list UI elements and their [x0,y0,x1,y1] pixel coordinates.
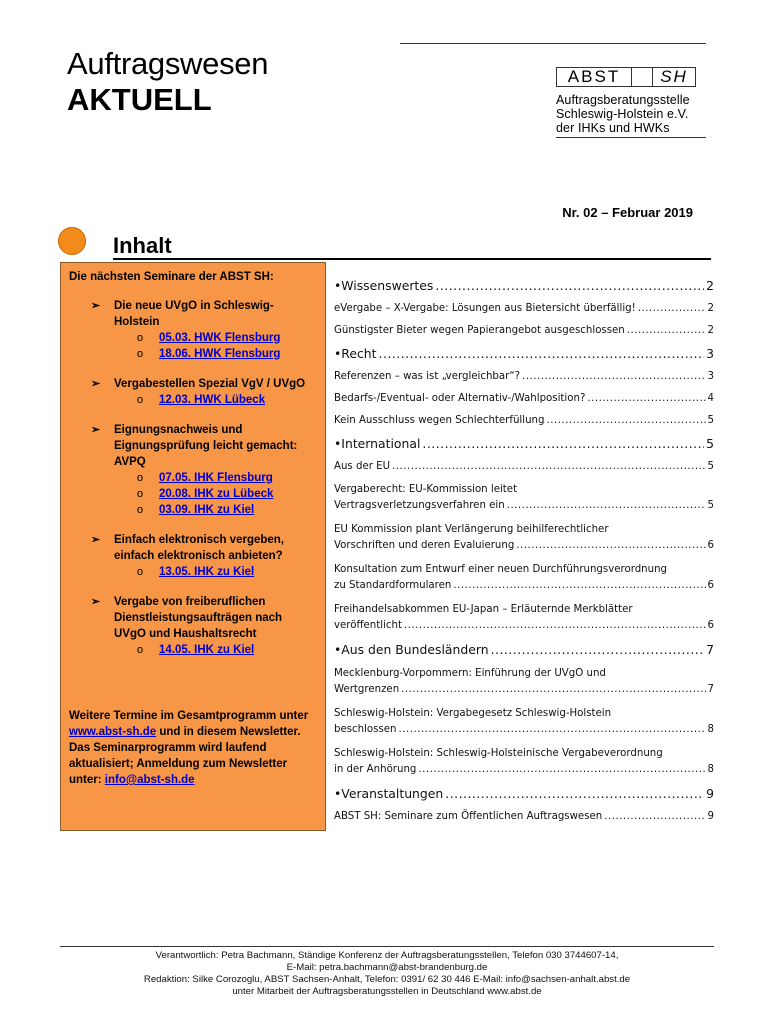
logo-letters-right: SH [652,67,696,87]
abst-sh-logo [556,67,696,135]
toc-entry[interactable] [334,522,714,554]
seminar-date-link[interactable]: 05.03. HWK Flensburg [159,332,281,344]
seminar-date-link[interactable]: 03.09. IHK zu Kiel [159,504,255,516]
toc-page-number: 5 [706,436,714,451]
seminar-title: Einfach elektronisch vergeben, einfach elektronisch anbieten? [114,534,285,562]
toc-entry-text: Mecklenburg-Vorpommern: Einführung der UVgO und [334,668,606,679]
toc-page-number: 3 [707,371,714,382]
toc-entry[interactable] [334,602,714,634]
toc-leader-dots [587,392,705,406]
toc-leader-dots [435,278,704,294]
arrow-bullet-icon: ➢ [91,534,101,546]
arrow-bullet-icon: ➢ [91,596,101,608]
logo-subtitle [556,93,696,135]
toc-entry-line [334,762,714,778]
toc-entry-line [334,538,714,554]
toc-leader-dots [604,810,705,824]
contents-heading: Inhalt [113,233,172,258]
toc-page-number: 8 [707,724,714,735]
toc-page-number: 7 [706,642,714,657]
toc-leader-dots [453,578,705,594]
toc-leader-dots [422,436,704,452]
toc-leader-dots [638,302,706,316]
seminar-date [114,330,317,346]
toc-entry[interactable] [334,370,714,384]
newsletter-title [67,46,268,118]
title-line1: Auftragswesen [67,46,269,81]
contents-rule [113,258,711,260]
toc-entry-text: •Wissenswertes [334,278,434,293]
arrow-bullet-icon: ➢ [91,378,101,390]
logo-subtitle-line: Auftragsberatungsstelle [556,93,690,107]
footer-imprint [60,950,714,998]
seminar-date-link[interactable]: 20.08. IHK zu Lübeck [159,488,274,500]
toc-entry-line [334,722,714,738]
toc-page-number: 2 [707,303,714,314]
footer-line: unter Mitarbeit der Auftragsberatungsstellen in Deutschland www.abst.de [232,986,542,997]
toc-section[interactable] [334,436,714,452]
orange-dot-icon [58,227,86,255]
toc-entry-text: in der Anhörung [334,764,417,775]
toc-entry-text: veröffentlicht [334,620,402,631]
toc-entry[interactable] [334,414,714,428]
logo-letters-left: ABST [556,67,632,87]
footer-line: E-Mail: petra.bachmann@abst-brandenburg.de [286,962,488,973]
toc-entry[interactable] [334,460,714,474]
seminar-date [114,392,317,408]
toc-entry[interactable] [334,302,714,316]
seminar-date [114,564,317,580]
toc-entry-text: •International [334,436,421,451]
toc-page-number: 2 [707,325,714,336]
seminar-date [114,486,317,502]
toc-entry[interactable] [334,746,714,778]
toc-entry-text: Günstigster Bieter wegen Papierangebot ausgeschlossen [334,325,625,336]
circle-bullet-icon: o [137,504,144,516]
toc-section[interactable] [334,642,714,658]
toc-leader-dots [522,370,706,384]
toc-page-number: 5 [707,415,714,426]
newsletter-email-link[interactable]: info@abst-sh.de [104,774,195,786]
seminar-date-link[interactable]: 13.05. IHK zu Kiel [159,566,255,578]
toc-leader-dots [418,762,705,778]
toc-leader-dots [401,682,705,698]
toc-entry[interactable] [334,482,714,514]
toc-page-number: 6 [707,620,714,631]
circle-bullet-icon: o [137,348,144,360]
toc-entry-text: Freihandelsabkommen EU-Japan – Erläuternde Merkblätter [334,604,633,615]
header-top-rule [400,43,706,44]
seminar-date-link[interactable]: 07.05. IHK Flensburg [159,472,273,484]
toc-page-number: 2 [706,278,714,293]
toc-page-number: 5 [707,500,714,511]
more-text-1: Weitere Termine im Gesamtprogramm unter [69,710,309,722]
toc-leader-dots [404,618,706,634]
seminar-item [69,594,317,658]
website-link[interactable]: www.abst-sh.de [69,726,157,738]
toc-entry-text: Vertragsverletzungsverfahren ein [334,500,505,511]
seminar-date [114,346,317,362]
toc-entry-text: Kein Ausschluss wegen Schlechterfüllung [334,415,545,426]
toc-entry-text: Konsultation zum Entwurf einer neuen Durchführungsverordnung [334,564,668,575]
circle-bullet-icon: o [137,394,144,406]
toc-entry-text: Wertgrenzen [334,684,400,695]
seminar-item [69,422,317,518]
table-of-contents [334,278,714,832]
toc-page-number: 3 [706,346,714,361]
seminar-date-link[interactable]: 14.05. IHK zu Kiel [159,644,255,656]
toc-entry[interactable] [334,706,714,738]
seminar-item [69,298,317,362]
logo-subtitle-line: der IHKs und HWKs [556,121,670,135]
issue-number: Nr. 02 – Februar 2019 [562,205,693,220]
toc-leader-dots [399,722,706,738]
seminar-title: Die neue UVgO in Schleswig-Holstein [114,300,274,328]
seminar-date [114,502,317,518]
toc-section[interactable] [334,786,714,802]
toc-page-number: 6 [707,580,714,591]
circle-bullet-icon: o [137,644,144,656]
circle-bullet-icon: o [137,566,144,578]
seminar-date [114,642,317,658]
seminar-item [69,376,317,408]
toc-leader-dots [392,460,705,474]
more-dates-note [69,708,317,788]
toc-entry-text: •Aus den Bundesländern [334,642,489,657]
seminar-title: Vergabe von freiberuflichen Dienstleistungsaufträgen nach UVgO und Haushaltsrecht [114,596,283,640]
toc-page-number: 7 [707,684,714,695]
toc-entry[interactable] [334,324,714,338]
seminar-date [114,470,317,486]
title-line2: AKTUELL [67,82,212,117]
seminar-item [69,532,317,580]
seminar-date-link[interactable]: 12.03. HWK Lübeck [159,394,266,406]
seminar-title: Eignungsnachweis und Eignungsprüfung leicht gemacht: AVPQ [114,424,298,468]
more-text-2: und in diesem Newsletter. [156,726,301,738]
toc-leader-dots [546,414,705,428]
logo-gap [632,67,652,87]
arrow-bullet-icon: ➢ [91,424,101,436]
toc-entry-line [334,618,714,634]
footer-line: Redaktion: Silke Corozoglu, ABST Sachsen-Anhalt, Telefon: 0391/ 62 30 446 E-Mail: info@sachsen-anhalt.abst.de [143,974,631,985]
toc-entry-text: Schleswig-Holstein: Vergabegesetz Schleswig-Holstein [334,708,612,719]
logo-letters [556,67,696,87]
toc-leader-dots [507,498,706,514]
toc-page-number: 9 [707,811,714,822]
toc-page-number: 4 [707,393,714,404]
sidebar-intro: Die nächsten Seminare der ABST SH: [69,271,274,283]
logo-bottom-rule [556,137,706,138]
toc-entry-text: Bedarfs-/Eventual- oder Alternativ-/Wahlposition? [334,393,586,404]
toc-entry-text: ABST SH: Seminare zum Öffentlichen Auftragswesen [334,811,603,822]
toc-entry-text: Vorschriften und deren Evaluierung [334,540,515,551]
toc-leader-dots [491,642,705,658]
toc-entry-text: •Recht [334,346,377,361]
toc-entry-text: Aus der EU [334,461,391,472]
toc-page-number: 6 [707,540,714,551]
toc-entry-text: Referenzen – was ist „vergleichbar“? [334,371,521,382]
toc-entry-line [334,498,714,514]
circle-bullet-icon: o [137,332,144,344]
toc-page-number: 5 [707,461,714,472]
more-text-3: Das Seminarprogramm wird laufend aktualisiert; Anmeldung zum Newsletter unter: [69,742,288,786]
logo-subtitle-line: Schleswig-Holstein e.V. [556,107,689,121]
arrow-bullet-icon: ➢ [91,300,101,312]
circle-bullet-icon: o [137,488,144,500]
toc-section[interactable] [334,278,714,294]
seminar-title: Vergabestellen Spezial VgV / UVgO [114,378,306,390]
toc-entry-text: eVergabe – X-Vergabe: Lösungen aus Bietersicht überfällig! [334,303,636,314]
toc-entry[interactable] [334,810,714,824]
toc-entry-line [334,578,714,594]
seminar-sidebar [60,262,326,831]
toc-entry-text: •Veranstaltungen [334,786,444,801]
toc-entry-text: Schleswig-Holstein: Schleswig-Holsteinische Vergabeverordnung [334,748,663,759]
toc-leader-dots [379,346,705,362]
toc-entry-text: EU Kommission plant Verlängerung beihilferechtlicher [334,524,609,535]
toc-page-number: 9 [706,786,714,801]
footer-rule [60,946,714,947]
toc-entry-text: zu Standardformularen [334,580,452,591]
toc-entry-text: Vergaberecht: EU-Kommission leitet [334,484,518,495]
toc-entry-line [334,682,714,698]
toc-section[interactable] [334,346,714,362]
toc-entry-text: beschlossen [334,724,397,735]
toc-entry[interactable] [334,392,714,406]
toc-leader-dots [516,538,705,554]
toc-leader-dots [627,324,706,338]
circle-bullet-icon: o [137,472,144,484]
footer-line: Verantwortlich: Petra Bachmann, Ständige Konferenz der Auftragsberatungsstellen, Telefon 030 3744607-14, [155,950,619,961]
seminar-date-link[interactable]: 18.06. HWK Flensburg [159,348,281,360]
toc-leader-dots [445,786,704,802]
toc-entry[interactable] [334,562,714,594]
toc-entry[interactable] [334,666,714,698]
toc-page-number: 8 [707,764,714,775]
